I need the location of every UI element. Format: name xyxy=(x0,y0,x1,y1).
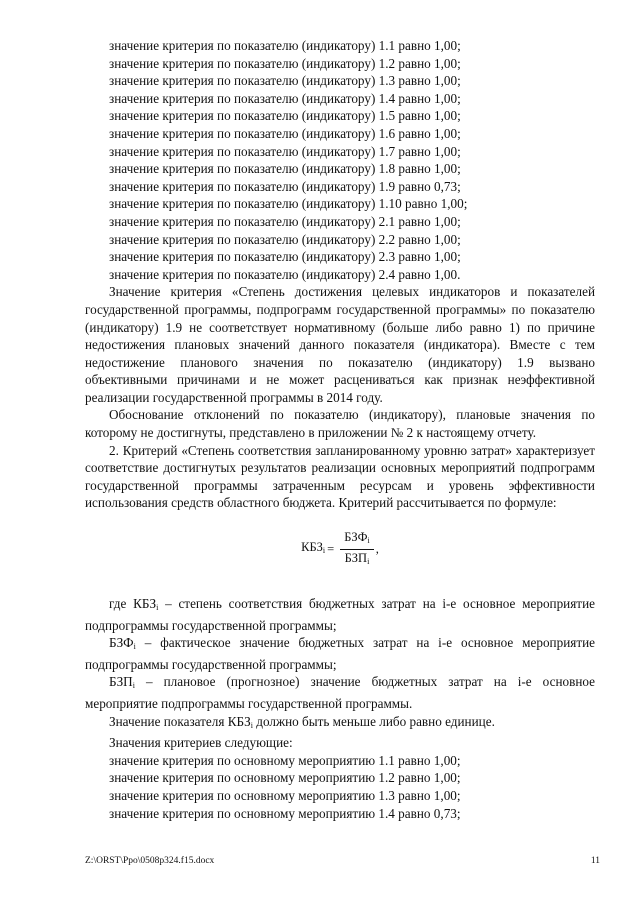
paragraph-criterion-value: Значение критерия «Степень достижения целевых индикаторов и показателей государственной программы, подпрограмм государственной программы» по показателю (индикатору) 1.9 не соответствует нормативному (больше либо равно 1) по причине недостижения плановых значений данного показателя (индикатора). Вместе с тем недостижение планового значения по показателю (индикатору) 1.9 вызвано объективными причинами и не может расцениваться как признак неэффективной реализации государственной программы в 2014 году. xyxy=(85,284,595,405)
page-number: 11 xyxy=(590,856,600,866)
list-item: значение критерия по основному мероприятию 1.4 равно 0,73; xyxy=(109,805,461,821)
document-body xyxy=(85,37,595,822)
list-item: значение критерия по показателю (индикатору) 1.6 равно 1,00; xyxy=(109,125,461,141)
file-path: Z:\ORST\Ppo\0508p324.f15.docx xyxy=(85,856,215,866)
list-item: значение критерия по показателю (индикатору) 2.4 равно 1,00. xyxy=(109,266,461,282)
list-item: значение критерия по показателю (индикатору) 1.9 равно 0,73; xyxy=(109,178,461,194)
formula-denominator: $БЗП_i$ xyxy=(344,551,370,567)
indicator-list xyxy=(85,37,595,283)
list-item: значение критерия по показателю (индикатору) 1.3 равно 1,00; xyxy=(109,73,461,89)
list-item: значение критерия по показателю (индикатору) 2.1 равно 1,00; xyxy=(109,213,461,229)
formula-kbz xyxy=(85,530,595,569)
list-item: значение критерия по показателю (индикатору) 1.7 равно 1,00; xyxy=(109,143,461,159)
formula-fraction xyxy=(340,530,374,569)
definition-bzp: $БЗП_i$ – плановое (прогнозное) значение бюджетных затрат на i-е основное мероприятие подпрограммы государственной программы. xyxy=(85,674,595,711)
definition-kbz: где $КБЗ_i$ – степень соответствия бюджетных затрат на i-е основное мероприятие подпрограммы государственной программы; xyxy=(85,596,595,633)
formula-tail: , xyxy=(375,541,379,556)
list-item: значение критерия по показателю (индикатору) 1.4 равно 1,00; xyxy=(109,90,461,106)
list-item: значение критерия по показателю (индикатору) 1.5 равно 1,00; xyxy=(109,108,461,124)
list-item: значение критерия по показателю (индикатору) 1.2 равно 1,00; xyxy=(109,55,461,71)
list-item: значение критерия по основному мероприятию 1.2 равно 1,00; xyxy=(109,770,461,786)
list-item: значение критерия по основному мероприятию 1.3 равно 1,00; xyxy=(109,787,461,803)
list-item: значение критерия по показателю (индикатору) 1.8 равно 1,00; xyxy=(109,161,461,177)
activity-list xyxy=(85,752,595,822)
paragraph-values-intro: Значения критериев следующие: xyxy=(109,735,293,751)
paragraph-criterion-2: 2. Критерий «Степень соответствия запланированному уровню затрат» характеризует соответствие достигнутых результатов реализации основных мероприятий подпрограмм государственной программы затраченным ресурсам и уровень эффективности использования средств областного бюджета. Критерий рассчитывается по формуле: xyxy=(85,442,595,511)
formula-numerator: $БЗФ_i$ xyxy=(340,530,374,550)
definition-bzf: $БЗФ_i$ – фактическое значение бюджетных затрат на i-е основное мероприятие подпрограммы государственной программы; xyxy=(85,635,595,672)
paragraph-must-be: Значение показателя $КБЗ_i$ должно быть меньше либо равно единице. xyxy=(109,713,495,730)
list-item: значение критерия по показателю (индикатору) 1.10 равно 1,00; xyxy=(109,196,468,212)
list-item: значение критерия по показателю (индикатору) 1.1 равно 1,00; xyxy=(109,38,461,53)
formula-lhs: $КБЗ_i$ xyxy=(301,540,326,556)
list-item: значение критерия по показателю (индикатору) 2.2 равно 1,00; xyxy=(109,231,461,247)
paragraph-justification: Обоснование отклонений по показателю (индикатору), плановые значения по которому не достигнуты, представлено в приложении № 2 к настоящему отчету. xyxy=(85,407,595,441)
list-item: значение критерия по основному мероприятию 1.1 равно 1,00; xyxy=(109,752,461,768)
page-footer xyxy=(85,856,600,866)
list-item: значение критерия по показателю (индикатору) 2.3 равно 1,00; xyxy=(109,249,461,265)
formula-equals: = xyxy=(327,541,335,556)
